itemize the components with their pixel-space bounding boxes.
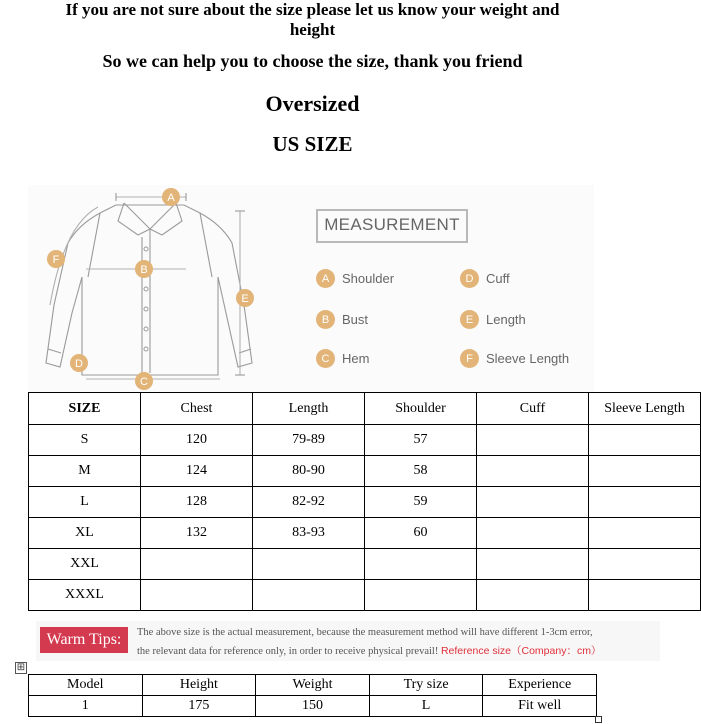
tips-reference-note: Reference size（Company：cm） (440, 645, 602, 657)
table-cell: L (369, 696, 483, 717)
header-cell: SIZE (29, 393, 141, 425)
table-cell: 1 (29, 696, 143, 717)
button-dot (144, 307, 148, 311)
fit-title: Oversized (265, 91, 360, 116)
table-cell (589, 456, 701, 487)
table-cell: 150 (256, 696, 370, 717)
model-fit-table (28, 674, 597, 717)
legend-item-length (460, 310, 526, 329)
button-dot (144, 287, 148, 291)
table-row (29, 487, 701, 518)
marker-a-label: A (167, 192, 175, 204)
size-chart-table (28, 392, 701, 611)
warm-tips-label: Warm Tips: (40, 627, 128, 653)
header-cell: Experience (483, 675, 597, 696)
legend-item-bust (316, 310, 368, 329)
legend-item-sleeve-length (460, 349, 569, 368)
table-header-row (29, 675, 597, 696)
header-cell: Try size (369, 675, 483, 696)
intro-line-1: If you are not sure about the size please let us know your weight and (65, 0, 560, 19)
header-cell: Shoulder (365, 393, 477, 425)
legend-badge: F (460, 349, 479, 368)
button-dot (144, 247, 148, 251)
table-cell: 132 (141, 518, 253, 549)
shirt-illustration (28, 185, 288, 393)
table-cell (365, 549, 477, 580)
header-cell: Chest (141, 393, 253, 425)
intro-line-1b: height (289, 20, 336, 39)
header-cell: Height (142, 675, 256, 696)
marker-b-label: B (140, 264, 148, 276)
marker-f-label: F (52, 254, 60, 266)
table-cell: 175 (142, 696, 256, 717)
measurement-diagram (28, 185, 594, 393)
table-cell: XL (29, 518, 141, 549)
table-cell (477, 487, 589, 518)
table-row (29, 580, 701, 611)
table-cell (589, 425, 701, 456)
shirt-outline (46, 205, 252, 375)
table-cell: S (29, 425, 141, 456)
legend-badge: B (316, 310, 335, 329)
table-cell (365, 580, 477, 611)
legend-label: Sleeve Length (486, 351, 570, 366)
button-dot (144, 327, 148, 331)
table-row (29, 456, 701, 487)
legend-label: Cuff (486, 271, 510, 286)
table-cell (253, 580, 365, 611)
marker-c-label: C (140, 376, 148, 388)
header-cell: Length (253, 393, 365, 425)
legend-badge: E (460, 310, 479, 329)
table-cell: L (29, 487, 141, 518)
measurement-title: MEASUREMENT (316, 209, 468, 243)
table-cell (589, 518, 701, 549)
header-cell: Cuff (477, 393, 589, 425)
table-cell (141, 549, 253, 580)
table-cell (477, 456, 589, 487)
table-cell (477, 425, 589, 456)
table-resize-handle[interactable] (595, 716, 602, 723)
legend-label: Hem (342, 351, 370, 366)
legend-badge: C (316, 349, 335, 368)
table-cell: Fit well (483, 696, 597, 717)
tips-line-2 (137, 643, 601, 658)
legend-label: Bust (342, 312, 369, 327)
table-cell: 120 (141, 425, 253, 456)
table-cell (589, 487, 701, 518)
table-cell: 82-92 (253, 487, 365, 518)
table-cell: 79-89 (253, 425, 365, 456)
warm-tips-banner (36, 621, 660, 661)
table-cell: 60 (365, 518, 477, 549)
table-cell: XXL (29, 549, 141, 580)
table-cell (477, 549, 589, 580)
table-cell: 58 (365, 456, 477, 487)
help-text: So we can help you to choose the size, thank you friend (102, 51, 523, 71)
table-row (29, 549, 701, 580)
marker-e-label: E (241, 293, 249, 305)
legend-label: Length (486, 312, 526, 327)
table-cell: 57 (365, 425, 477, 456)
intro-text (0, 0, 625, 40)
table-row (29, 425, 701, 456)
legend-item-cuff (460, 269, 510, 288)
marker-d-label: D (75, 358, 83, 370)
button-dot (144, 347, 148, 351)
table-cell: M (29, 456, 141, 487)
legend-item-hem (316, 349, 369, 368)
tips-line-2-text: the relevant data for reference only, in order to receive physical prevail! (137, 646, 439, 657)
table-cell: 128 (141, 487, 253, 518)
table-cell (589, 549, 701, 580)
table-header-row (29, 393, 701, 425)
table-move-handle-icon[interactable]: ⊞ (16, 662, 26, 673)
header-cell: Sleeve Length (589, 393, 701, 425)
table-cell: XXXL (29, 580, 141, 611)
tips-line-1: The above size is the actual measurement, because the measurement method will have different 1-3cm error, (137, 627, 593, 638)
header-cell: Model (29, 675, 143, 696)
legend-badge: A (316, 269, 335, 288)
legend-item-shoulder (316, 269, 394, 288)
table-cell (589, 580, 701, 611)
table-cell (141, 580, 253, 611)
table-cell (477, 580, 589, 611)
table-row (29, 518, 701, 549)
table-cell: 124 (141, 456, 253, 487)
size-system-title: US SIZE (272, 132, 353, 156)
table-cell: 83-93 (253, 518, 365, 549)
header-cell: Weight (256, 675, 370, 696)
table-cell (477, 518, 589, 549)
table-cell: 80-90 (253, 456, 365, 487)
table-cell: 59 (365, 487, 477, 518)
legend-label: Shoulder (342, 271, 395, 286)
table-row (29, 696, 597, 717)
table-cell (253, 549, 365, 580)
legend-badge: D (460, 269, 479, 288)
